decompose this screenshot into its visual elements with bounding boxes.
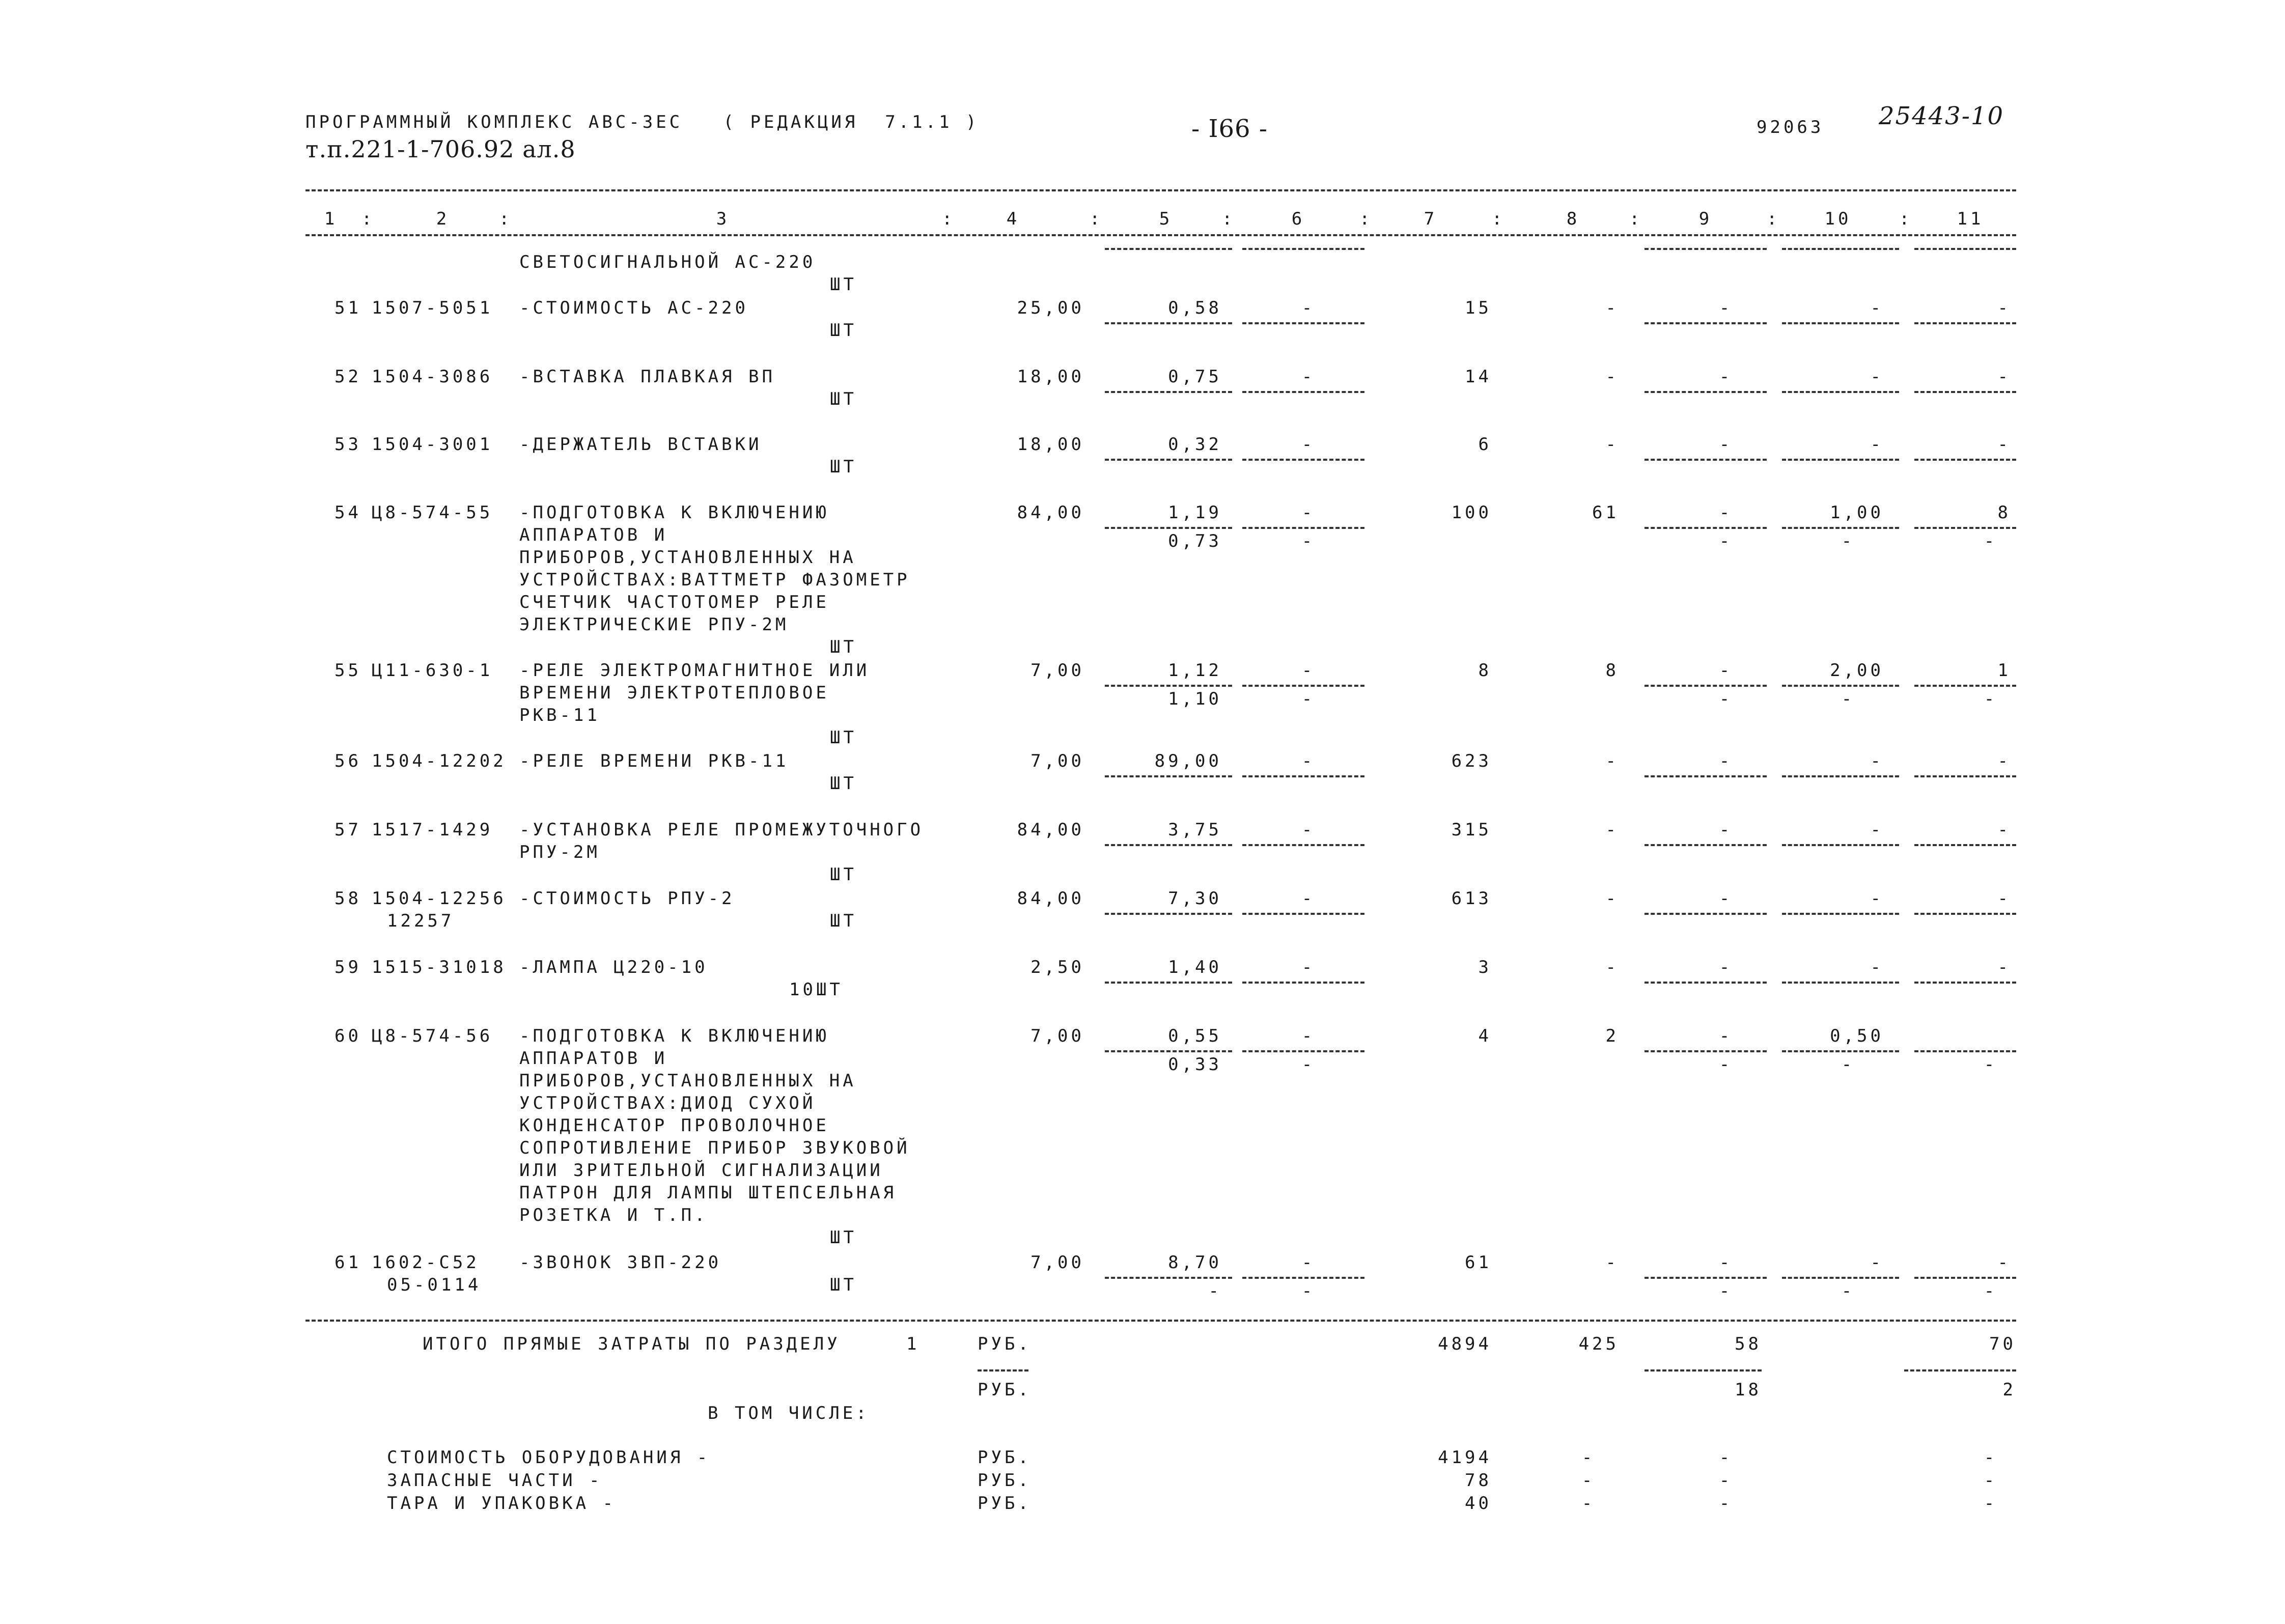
row-number: 61 xyxy=(335,1252,361,1273)
row-number: 56 xyxy=(335,751,361,771)
program-title: ПРОГРАММНЫЙ КОМПЛЕКС АВС-ЗЕС ( РЕДАКЦИЯ 7.1.1 ) xyxy=(305,112,980,132)
row-number: 57 xyxy=(335,820,361,840)
col11-second: - xyxy=(1984,531,1998,551)
col11-value: - xyxy=(1997,751,2011,771)
col5-value: 1,12 xyxy=(1168,660,1222,681)
row-number: 55 xyxy=(335,660,361,681)
col8-value: 61 xyxy=(1592,502,1619,523)
totals-col9-underline xyxy=(1645,1369,1762,1371)
col10-value: - xyxy=(1870,298,1884,318)
col10-underline xyxy=(1782,775,1899,777)
col7-value: 15 xyxy=(1465,298,1492,318)
breakdown-col9: - xyxy=(1719,1493,1733,1514)
item-name-line: ВРЕМЕНИ ЭЛЕКТРОТЕПЛОВОЕ xyxy=(519,683,829,703)
totals-col7: 4894 xyxy=(1438,1334,1492,1354)
totals-col8: 425 xyxy=(1578,1334,1619,1354)
col11-value: - xyxy=(1997,367,2011,387)
col6-underline xyxy=(1242,775,1364,777)
item-code-cont: 05-0114 xyxy=(387,1275,482,1295)
header-rule-top xyxy=(305,189,2016,191)
quantity: 7,00 xyxy=(1030,660,1084,681)
col7-value: 3 xyxy=(1478,957,1492,977)
col9-value: - xyxy=(1719,660,1733,681)
col6-underline xyxy=(1242,322,1364,324)
quantity: 84,00 xyxy=(1017,502,1084,523)
item-name-line: СЧЕТЧИК ЧАСТОТОМЕР РЕЛЕ xyxy=(519,592,829,612)
col9-underline xyxy=(1645,322,1767,324)
col9-value: - xyxy=(1719,820,1733,840)
breakdown-col11: - xyxy=(1984,1447,1998,1468)
column-separator: : xyxy=(361,209,375,229)
item-name-line: ПРИБОРОВ,УСТАНОВЛЕННЫХ НА xyxy=(519,547,856,568)
header-rule-bottom xyxy=(305,234,2016,236)
column-separator: : xyxy=(1629,209,1643,229)
item-code: Ц8-574-56 xyxy=(372,1026,493,1046)
handwritten-number: 25443-10 xyxy=(1879,102,2004,130)
item-name-line: -ПОДГОТОВКА К ВКЛЮЧЕНИЮ xyxy=(519,1026,829,1046)
col9-second: - xyxy=(1719,689,1733,709)
column-separator: : xyxy=(942,209,956,229)
item-code: Ц8-574-55 xyxy=(372,502,493,523)
column-separator: : xyxy=(1222,209,1236,229)
column-separator: : xyxy=(499,209,513,229)
col5-value: 1,40 xyxy=(1168,957,1222,977)
totals-col9: 58 xyxy=(1735,1334,1762,1354)
col10-underline xyxy=(1782,982,1899,984)
item-name-line: -ЗВОНОК ЗВП-220 xyxy=(519,1252,722,1273)
col10-value: - xyxy=(1870,1252,1884,1273)
column-separator: : xyxy=(1767,209,1780,229)
item-name-line: -ЛАМПА Ц220-10 xyxy=(519,957,708,977)
col10-value: 2,00 xyxy=(1830,660,1884,681)
col11-underline xyxy=(1914,1277,2016,1279)
col6-second: - xyxy=(1301,1054,1316,1075)
col9-second: - xyxy=(1719,1281,1733,1301)
unit-label: ШТ xyxy=(830,457,857,477)
col8-value: - xyxy=(1605,957,1619,977)
page-number: - I66 - xyxy=(1191,115,1268,143)
col6-value: - xyxy=(1301,888,1316,909)
col8-value: 2 xyxy=(1605,1026,1619,1046)
column-separator: : xyxy=(1090,209,1103,229)
item-code: 1515-31018 xyxy=(372,957,507,977)
col11-underline xyxy=(1914,391,2016,393)
col6-underline xyxy=(1242,527,1364,529)
col11-underline xyxy=(1914,685,2016,687)
unit-label: ШТ xyxy=(830,1275,857,1295)
col10-value: - xyxy=(1870,888,1884,909)
breakdown-label: СТОИМОСТЬ ОБОРУДОВАНИЯ - xyxy=(387,1447,711,1468)
column-header-2: 2 xyxy=(436,209,450,229)
item-name-line: -СТОИМОСТЬ РПУ-2 xyxy=(519,888,735,909)
col10-value: - xyxy=(1870,367,1884,387)
col10-value: - xyxy=(1870,957,1884,977)
col10-underline xyxy=(1782,459,1899,461)
col11-underline xyxy=(1914,982,2016,984)
col6-value: - xyxy=(1301,660,1316,681)
totals-unit: РУБ. xyxy=(978,1334,1032,1354)
unit-label: ШТ xyxy=(830,274,857,295)
col10-value: 0,50 xyxy=(1830,1026,1884,1046)
col5-value: 0,55 xyxy=(1168,1026,1222,1046)
col5-value: 3,75 xyxy=(1168,820,1222,840)
col5-second: 1,10 xyxy=(1168,689,1222,709)
col5-underline xyxy=(1105,685,1232,687)
item-name-line: СВЕТОСИГНАЛЬНОЙ АС-220 xyxy=(519,252,816,272)
col5-value: 0,75 xyxy=(1168,367,1222,387)
item-name-line: ЭЛЕКТРИЧЕСКИЕ РПУ-2М xyxy=(519,614,789,635)
item-name-line: КОНДЕНСАТОР ПРОВОЛОЧНОЕ xyxy=(519,1115,829,1136)
col5-underline xyxy=(1105,1277,1232,1279)
col6-value: - xyxy=(1301,502,1316,523)
col5-underline xyxy=(1105,844,1232,846)
col10-underline xyxy=(1782,844,1899,846)
item-name-line: -СТОИМОСТЬ АС-220 xyxy=(519,298,748,318)
item-name-line: РПУ-2М xyxy=(519,842,600,862)
col6-value: - xyxy=(1301,1026,1316,1046)
col10-value: - xyxy=(1870,751,1884,771)
col5-value: 0,32 xyxy=(1168,434,1222,455)
totals-unit-2: РУБ. xyxy=(978,1380,1032,1400)
quantity: 2,50 xyxy=(1030,957,1084,977)
col9-value: - xyxy=(1719,1026,1733,1046)
col7-value: 61 xyxy=(1465,1252,1492,1273)
col11-value: - xyxy=(1997,298,2011,318)
col9-underline xyxy=(1645,775,1767,777)
row-number: 52 xyxy=(335,367,361,387)
col10-underline xyxy=(1782,391,1899,393)
col5-value: 0,58 xyxy=(1168,298,1222,318)
col11-value: - xyxy=(1997,820,2011,840)
col9-underline xyxy=(1645,913,1767,915)
col11-second: - xyxy=(1984,689,1998,709)
item-name-line: УСТРОЙСТВАХ:ДИОД СУХОЙ xyxy=(519,1093,816,1113)
col9-value: - xyxy=(1719,367,1733,387)
item-name-line: ПРИБОРОВ,УСТАНОВЛЕННЫХ НА xyxy=(519,1071,856,1091)
col6-value: - xyxy=(1301,298,1316,318)
including-label: В ТОМ ЧИСЛЕ: xyxy=(708,1403,870,1423)
col5-underline xyxy=(1105,248,1232,250)
col10-second: - xyxy=(1841,1281,1855,1301)
col5-underline xyxy=(1105,459,1232,461)
col6-second: - xyxy=(1301,689,1316,709)
col5-value: 89,00 xyxy=(1154,751,1222,771)
item-code: 1517-1429 xyxy=(372,820,493,840)
column-header-11: 11 xyxy=(1957,209,1984,229)
col7-value: 613 xyxy=(1451,888,1492,909)
totals-section: 1 xyxy=(906,1334,920,1354)
totals-col9-second: 18 xyxy=(1735,1380,1762,1400)
item-code: 1504-3001 xyxy=(372,434,493,455)
totals-col11: 70 xyxy=(1989,1334,2016,1354)
unit-label: ШТ xyxy=(830,864,857,885)
unit-label: 10ШТ xyxy=(789,979,843,1000)
column-header-7: 7 xyxy=(1424,209,1438,229)
column-header-6: 6 xyxy=(1291,209,1305,229)
item-code: Ц11-630-1 xyxy=(372,660,493,681)
item-code: 1507-5051 xyxy=(372,298,493,318)
quantity: 7,00 xyxy=(1030,1026,1084,1046)
row-number: 53 xyxy=(335,434,361,455)
column-header-10: 10 xyxy=(1824,209,1852,229)
col6-underline xyxy=(1242,248,1364,250)
document-code: 92063 xyxy=(1757,117,1824,137)
col9-value: - xyxy=(1719,751,1733,771)
unit-label: ШТ xyxy=(830,911,857,931)
col9-underline xyxy=(1645,844,1767,846)
item-name-line: АППАРАТОВ И xyxy=(519,1048,668,1069)
col10-underline xyxy=(1782,527,1899,529)
col6-value: - xyxy=(1301,434,1316,455)
col6-value: - xyxy=(1301,820,1316,840)
totals-unit-underline xyxy=(978,1369,1028,1371)
totals-label: ИТОГО ПРЯМЫЕ ЗАТРАТЫ ПО РАЗДЕЛУ xyxy=(423,1334,841,1354)
item-code: 1504-12256 xyxy=(372,888,507,909)
breakdown-label: ЗАПАСНЫЕ ЧАСТИ - xyxy=(387,1470,603,1491)
unit-label: ШТ xyxy=(830,1227,857,1248)
breakdown-col7: 40 xyxy=(1465,1493,1492,1514)
col10-value: - xyxy=(1870,434,1884,455)
breakdown-label: ТАРА И УПАКОВКА - xyxy=(387,1493,616,1514)
col5-second: - xyxy=(1208,1281,1222,1301)
col11-underline xyxy=(1914,527,2016,529)
quantity: 18,00 xyxy=(1017,367,1084,387)
breakdown-unit: РУБ. xyxy=(978,1447,1032,1468)
column-header-3: 3 xyxy=(716,209,730,229)
col11-value: - xyxy=(1997,434,2011,455)
col6-underline xyxy=(1242,1277,1364,1279)
quantity: 84,00 xyxy=(1017,820,1084,840)
col11-value: 8 xyxy=(1997,502,2011,523)
column-separator: : xyxy=(1899,209,1913,229)
col9-underline xyxy=(1645,982,1767,984)
col9-value: - xyxy=(1719,502,1733,523)
col9-value: - xyxy=(1719,1252,1733,1273)
totals-rule xyxy=(305,1320,2016,1322)
item-code: 1602-С52 xyxy=(372,1252,480,1273)
col11-value: - xyxy=(1997,888,2011,909)
col5-value: 1,19 xyxy=(1168,502,1222,523)
col11-underline xyxy=(1914,248,2016,250)
row-number: 58 xyxy=(335,888,361,909)
column-header-1: 1 xyxy=(324,209,338,229)
column-header-8: 8 xyxy=(1566,209,1580,229)
col6-underline xyxy=(1242,391,1364,393)
item-name-line: УСТРОЙСТВАХ:ВАТТМЕТР ФАЗОМЕТР xyxy=(519,570,910,590)
col11-value: - xyxy=(1997,957,2011,977)
item-name-line: ИЛИ ЗРИТЕЛЬНОЙ СИГНАЛИЗАЦИИ xyxy=(519,1160,883,1181)
col5-underline xyxy=(1105,775,1232,777)
col10-underline xyxy=(1782,913,1899,915)
unit-label: ШТ xyxy=(830,773,857,794)
col9-underline xyxy=(1645,527,1767,529)
column-header-5: 5 xyxy=(1159,209,1173,229)
col11-underline xyxy=(1914,913,2016,915)
item-name-line: -УСТАНОВКА РЕЛЕ ПРОМЕЖУТОЧНОГО xyxy=(519,820,924,840)
column-separator: : xyxy=(1492,209,1506,229)
col9-underline xyxy=(1645,1277,1767,1279)
col6-underline xyxy=(1242,685,1364,687)
breakdown-col11: - xyxy=(1984,1470,1998,1491)
col7-value: 14 xyxy=(1465,367,1492,387)
col8-value: - xyxy=(1605,298,1619,318)
col10-value: - xyxy=(1870,820,1884,840)
col11-underline xyxy=(1914,844,2016,846)
col6-value: - xyxy=(1301,1252,1316,1273)
col5-underline xyxy=(1105,982,1232,984)
col11-second: - xyxy=(1984,1281,1998,1301)
col10-underline xyxy=(1782,685,1899,687)
col11-underline xyxy=(1914,775,2016,777)
col8-value: - xyxy=(1605,1252,1619,1273)
col6-second: - xyxy=(1301,531,1316,551)
col8-value: 8 xyxy=(1605,660,1619,681)
col6-underline xyxy=(1242,982,1364,984)
col11-second: - xyxy=(1984,1054,1998,1075)
quantity: 7,00 xyxy=(1030,751,1084,771)
col8-value: - xyxy=(1605,367,1619,387)
col6-value: - xyxy=(1301,751,1316,771)
col10-underline xyxy=(1782,1277,1899,1279)
col10-underline xyxy=(1782,248,1899,250)
breakdown-col8: - xyxy=(1581,1447,1596,1468)
col9-underline xyxy=(1645,1050,1767,1052)
col8-value: - xyxy=(1605,888,1619,909)
col11-value: 1 xyxy=(1997,660,2011,681)
breakdown-col9: - xyxy=(1719,1470,1733,1491)
totals-col11-underline xyxy=(1904,1369,2016,1371)
item-name-line: ПАТРОН ДЛЯ ЛАМПЫ ШТЕПСЕЛЬНАЯ xyxy=(519,1183,897,1203)
col9-second: - xyxy=(1719,1054,1733,1075)
quantity: 84,00 xyxy=(1017,888,1084,909)
col7-value: 315 xyxy=(1451,820,1492,840)
col7-value: 8 xyxy=(1478,660,1492,681)
breakdown-col8: - xyxy=(1581,1470,1596,1491)
quantity: 18,00 xyxy=(1017,434,1084,455)
col8-value: - xyxy=(1605,434,1619,455)
item-name-line: АППАРАТОВ И xyxy=(519,525,668,545)
col9-underline xyxy=(1645,685,1767,687)
col5-underline xyxy=(1105,527,1232,529)
col9-value: - xyxy=(1719,298,1733,318)
col9-underline xyxy=(1645,459,1767,461)
item-code-cont: 12257 xyxy=(387,911,455,931)
col10-second: - xyxy=(1841,1054,1855,1075)
col5-second: 0,73 xyxy=(1168,531,1222,551)
col6-second: - xyxy=(1301,1281,1316,1301)
project-code: т.п.221-1-706.92 ал.8 xyxy=(305,135,576,163)
col10-underline xyxy=(1782,322,1899,324)
col10-second: - xyxy=(1841,689,1855,709)
col10-second: - xyxy=(1841,531,1855,551)
col5-value: 7,30 xyxy=(1168,888,1222,909)
col9-underline xyxy=(1645,248,1767,250)
breakdown-col7: 78 xyxy=(1465,1470,1492,1491)
col7-value: 4 xyxy=(1478,1026,1492,1046)
col6-underline xyxy=(1242,844,1364,846)
col6-underline xyxy=(1242,1050,1364,1052)
item-name-line: -ВСТАВКА ПЛАВКАЯ ВП xyxy=(519,367,775,387)
col7-value: 100 xyxy=(1451,502,1492,523)
item-name-line: СОПРОТИВЛЕНИЕ ПРИБОР ЗВУКОВОЙ xyxy=(519,1138,910,1158)
item-name-line: РОЗЕТКА И Т.П. xyxy=(519,1205,708,1225)
col9-value: - xyxy=(1719,888,1733,909)
breakdown-col11: - xyxy=(1984,1493,1998,1514)
item-code: 1504-12202 xyxy=(372,751,507,771)
col6-underline xyxy=(1242,913,1364,915)
col9-second: - xyxy=(1719,531,1733,551)
quantity: 25,00 xyxy=(1017,298,1084,318)
column-header-4: 4 xyxy=(1006,209,1020,229)
row-number: 51 xyxy=(335,298,361,318)
col6-value: - xyxy=(1301,367,1316,387)
totals-col11-second: 2 xyxy=(2002,1380,2016,1400)
col5-underline xyxy=(1105,322,1232,324)
col10-underline xyxy=(1782,1050,1899,1052)
col11-underline xyxy=(1914,322,2016,324)
col9-value: - xyxy=(1719,957,1733,977)
item-code: 1504-3086 xyxy=(372,367,493,387)
column-header-9: 9 xyxy=(1698,209,1713,229)
quantity: 7,00 xyxy=(1030,1252,1084,1273)
col8-value: - xyxy=(1605,820,1619,840)
item-name-line: РКВ-11 xyxy=(519,705,600,725)
item-name-line: -РЕЛЕ ВРЕМЕНИ РКВ-11 xyxy=(519,751,789,771)
col5-underline xyxy=(1105,1050,1232,1052)
item-name-line: -ПОДГОТОВКА К ВКЛЮЧЕНИЮ xyxy=(519,502,829,523)
row-number: 59 xyxy=(335,957,361,977)
col5-underline xyxy=(1105,913,1232,915)
unit-label: ШТ xyxy=(830,637,857,657)
breakdown-col9: - xyxy=(1719,1447,1733,1468)
breakdown-col8: - xyxy=(1581,1493,1596,1514)
col5-underline xyxy=(1105,391,1232,393)
breakdown-unit: РУБ. xyxy=(978,1470,1032,1491)
col9-value: - xyxy=(1719,434,1733,455)
unit-label: ШТ xyxy=(830,727,857,748)
col11-underline xyxy=(1914,1050,2016,1052)
col6-value: - xyxy=(1301,957,1316,977)
col7-value: 6 xyxy=(1478,434,1492,455)
col10-value: 1,00 xyxy=(1830,502,1884,523)
col8-value: - xyxy=(1605,751,1619,771)
item-name-line: -ДЕРЖАТЕЛЬ ВСТАВКИ xyxy=(519,434,762,455)
col5-value: 8,70 xyxy=(1168,1252,1222,1273)
unit-label: ШТ xyxy=(830,389,857,409)
breakdown-col7: 4194 xyxy=(1438,1447,1492,1468)
column-separator: : xyxy=(1359,209,1373,229)
unit-label: ШТ xyxy=(830,320,857,341)
breakdown-unit: РУБ. xyxy=(978,1493,1032,1514)
row-number: 60 xyxy=(335,1026,361,1046)
col9-underline xyxy=(1645,391,1767,393)
col7-value: 623 xyxy=(1451,751,1492,771)
item-name-line: -РЕЛЕ ЭЛЕКТРОМАГНИТНОЕ ИЛИ xyxy=(519,660,870,681)
col11-value: - xyxy=(1997,1252,2011,1273)
col5-second: 0,33 xyxy=(1168,1054,1222,1075)
col6-underline xyxy=(1242,459,1364,461)
row-number: 54 xyxy=(335,502,361,523)
col11-underline xyxy=(1914,459,2016,461)
